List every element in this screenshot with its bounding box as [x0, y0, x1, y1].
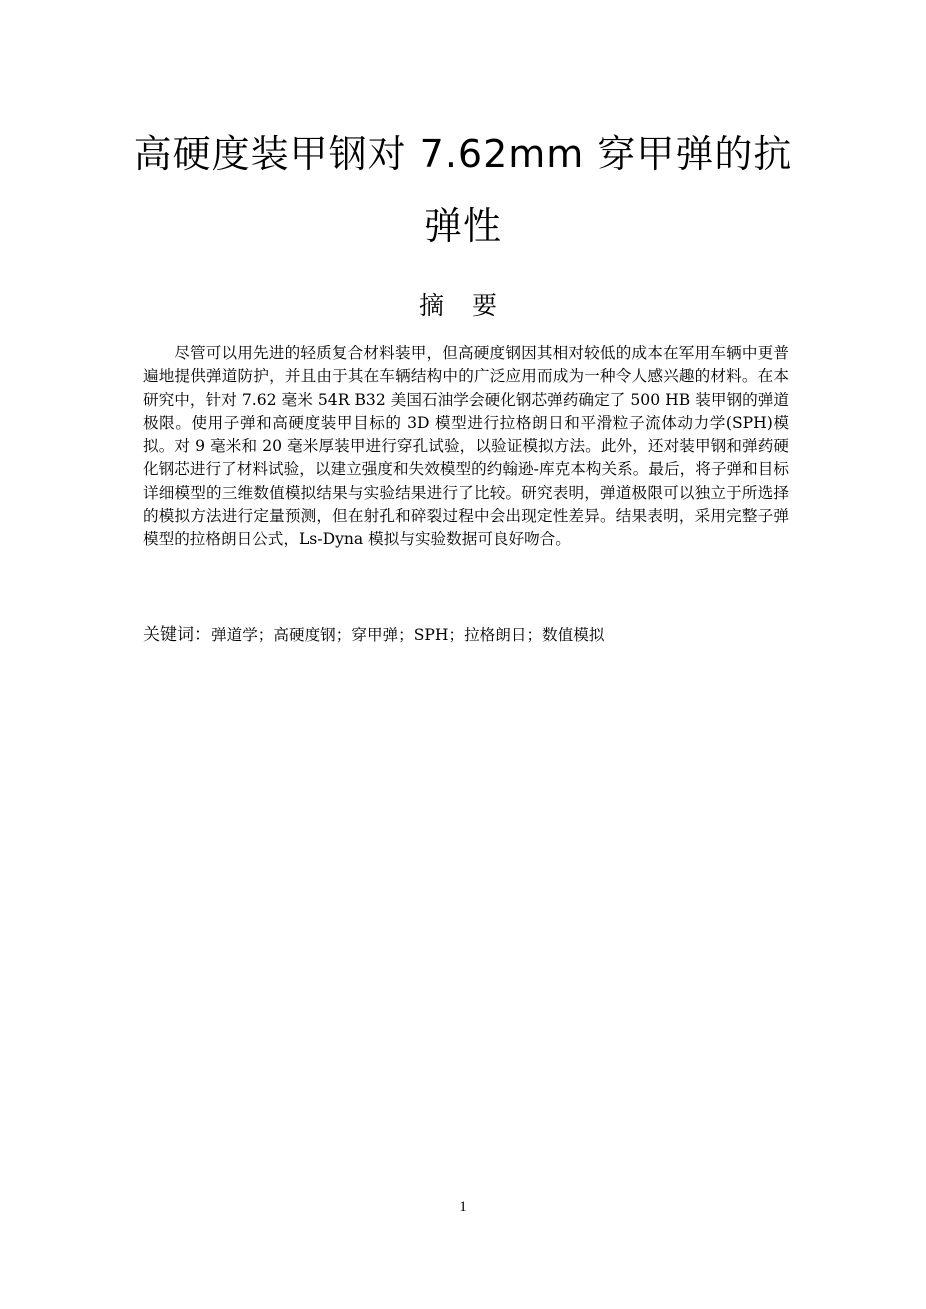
keywords-label: 关键词：: [143, 625, 211, 645]
page-number: 1: [459, 1199, 467, 1215]
paper-title: [120, 118, 806, 262]
keywords-list: 弹道学；高硬度钢；穿甲弹；SPH；拉格朗日；数值模拟: [211, 626, 605, 644]
paper-title-line-2: 弹性: [423, 204, 502, 248]
abstract-heading: 摘 要: [419, 291, 507, 320]
paper-title-line-1: 高硬度装甲钢对 7.62mm 穿甲弹的抗: [133, 132, 793, 176]
keywords-line: [143, 623, 789, 647]
abstract-paragraph: 尽管可以用先进的轻质复合材料装甲，但高硬度钢因其相对较低的成本在军用车辆中更普遍地提供弹道防护，并且由于其在车辆结构中的广泛应用而成为一种令人感兴趣的材料。在本研究中，针对 7.62 毫米 54R B32 美国石油学会硬化钢芯弹药确定了 500 HB 装甲钢的弹道极限。使用子弹和高硬度装甲目标的 3D 模型进行拉格朗日和平滑粒子流体动力学(SPH)模拟。对 9 毫米和 20 毫米厚装甲进行穿孔试验，以验证模拟方法。此外，还对装甲钢和弹药硬化钢芯进行了材料试验，以建立强度和失效模型的约翰逊-库克本构关系。最后，将子弹和目标详细模型的三维数值模拟结果与实验结果进行了比较。研究表明，弹道极限可以独立于所选择的模拟方法进行定量预测，但在射孔和碎裂过程中会出现定性差异。结果表明，采用完整子弹模型的拉格朗日公式，Ls-Dyna 模拟与实验数据可良好吻合。: [143, 344, 789, 549]
